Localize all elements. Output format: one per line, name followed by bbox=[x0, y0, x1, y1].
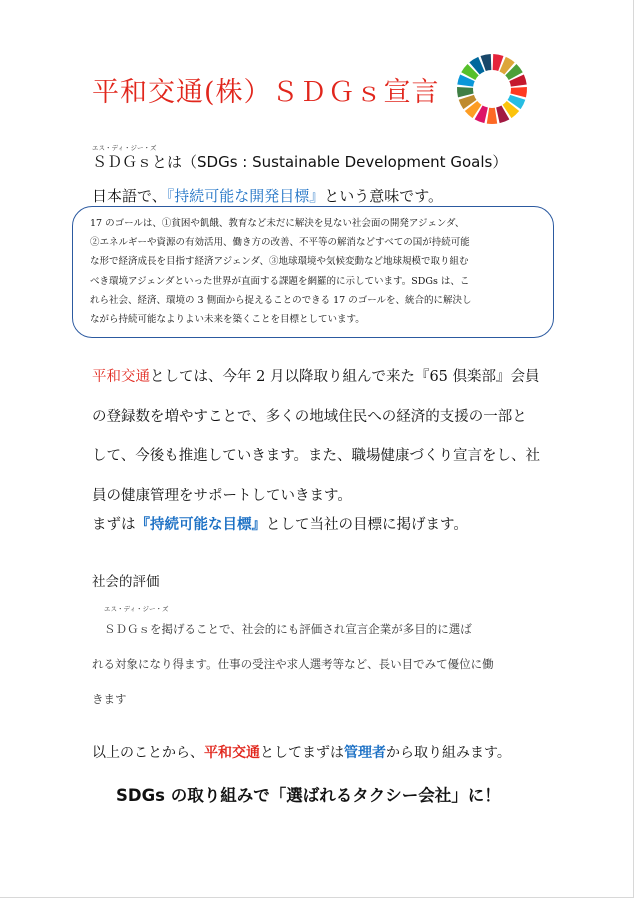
statement-line bbox=[92, 358, 562, 398]
goals-line: な形で経済成長を目指す経済アジェンダ、③地球環境や気候変動など地球規模で取り組む bbox=[90, 256, 469, 268]
social-line: ＳＤＧｓを掲げることで、社会的にも評価され宣言企業が多目的に選ば bbox=[104, 622, 472, 636]
conclusion-middle: としてまずは bbox=[260, 745, 344, 761]
sdgs-close: ） bbox=[492, 153, 508, 171]
statement-line: 員の健康管理をサポートしていきます。 bbox=[92, 487, 352, 504]
company-statement bbox=[92, 358, 562, 516]
slogan: SDGs の取り組みで「選ばれるタクシー会社」に！ bbox=[116, 786, 501, 805]
social-ruby: エス・ディ・ジー・ズ bbox=[104, 605, 169, 613]
conclusion-suffix: から取り組みます。 bbox=[386, 745, 511, 761]
conclusion bbox=[92, 742, 511, 762]
goals-line: べき環境アジェンダといった世界が直面する課題を網羅的に示しています。SDGs は、こ bbox=[90, 275, 470, 287]
policy-suffix: として当社の目標に掲げます。 bbox=[266, 517, 468, 533]
meaning-highlight: 『持続可能な開発目標』 bbox=[166, 187, 325, 205]
social-text bbox=[92, 612, 552, 717]
goals-line: 17 のゴールは、①貧困や飢餓、教育など未だに解決を見ない社会面の開発アジェンダ、 bbox=[90, 218, 465, 229]
goals-line: ②エネルギーや資源の有効活用、働き方の改善、不平等の解消などすべての国が持続可能 bbox=[90, 237, 470, 249]
goals-box-text bbox=[90, 214, 542, 329]
sdgs-term: ＳＤＧｓとは（ bbox=[92, 153, 198, 171]
sdgs-ruby: エス・ディ・ジー・ズ bbox=[92, 144, 157, 152]
meaning-suffix: という意味です。 bbox=[324, 187, 444, 205]
conclusion-managers: 管理者 bbox=[344, 745, 386, 761]
statement-line: して、今後も推進していきます。また、職場健康づくり宣言をし、社 bbox=[92, 448, 541, 464]
meaning-prefix: 日本語で、 bbox=[92, 187, 167, 205]
social-line: きます bbox=[92, 692, 127, 706]
statement-text: としては、今年 2 月以降取り組んで来た『65 倶楽部』会員 bbox=[150, 369, 540, 385]
conclusion-prefix: 以上のことから、 bbox=[92, 745, 204, 761]
page-title: 平和交通(株）ＳＤＧｓ宣言 bbox=[92, 77, 440, 108]
sdgs-wheel-icon bbox=[456, 53, 528, 125]
conclusion-company: 平和交通 bbox=[204, 745, 260, 761]
policy-statement bbox=[92, 513, 468, 534]
policy-prefix: まずは bbox=[92, 517, 136, 533]
sdgs-english: SDGs : Sustainable Development Goals bbox=[197, 153, 493, 171]
social-line: れる対象になり得ます。仕事の受注や求人選考等など、長い目でみて優位に働 bbox=[92, 657, 494, 671]
policy-highlight: 『持続可能な目標』 bbox=[135, 516, 266, 533]
sdgs-definition bbox=[92, 151, 507, 172]
goals-line: れら社会、経済、環境の 3 側面から捉えることのできる 17 のゴールを、統合的に解決し bbox=[90, 294, 472, 306]
goals-line: ながら持続可能なよりよい未来を築くことを目標としています。 bbox=[90, 314, 365, 326]
company-name: 平和交通 bbox=[92, 369, 150, 385]
sdgs-meaning bbox=[92, 185, 443, 206]
social-heading: 社会的評価 bbox=[92, 574, 160, 590]
sdgs-wheel-segment bbox=[487, 108, 497, 124]
statement-line: の登録数を増やすことで、多くの地域住民への経済的支援の一部と bbox=[92, 408, 527, 425]
